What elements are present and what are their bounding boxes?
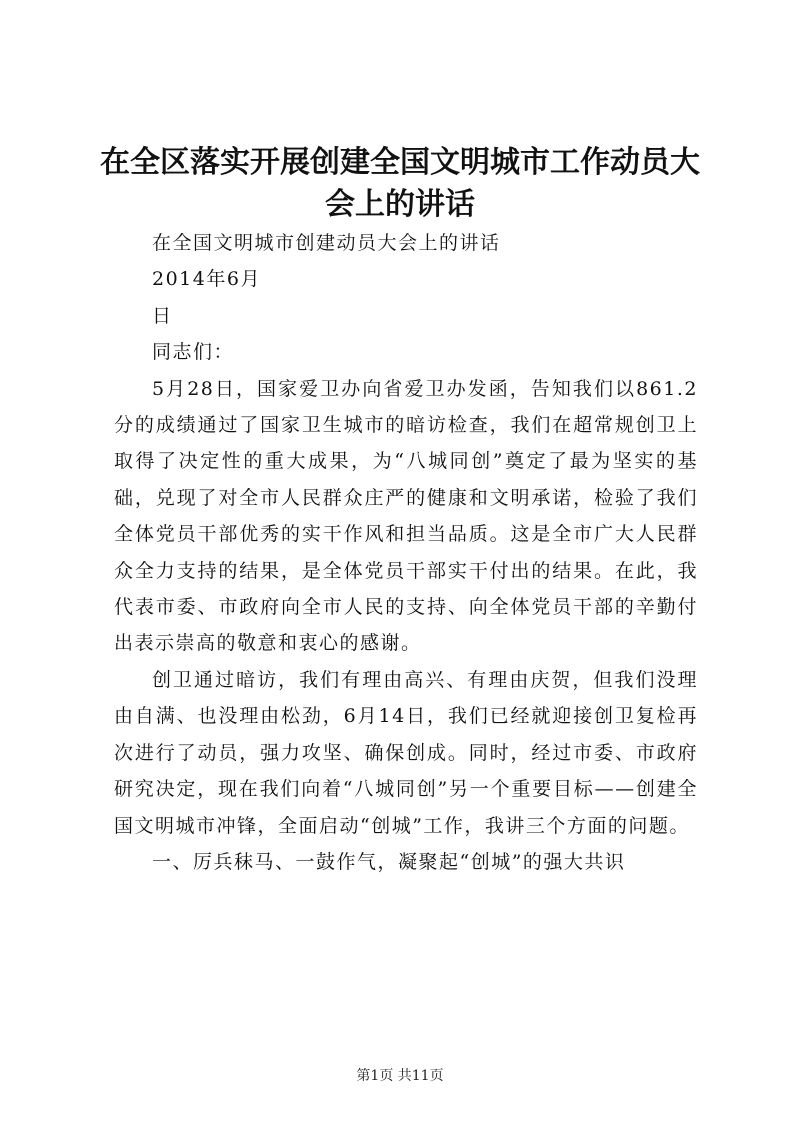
section-heading-1: 一、厉兵秣马、一鼓作气，凝聚起“创城”的强大共识 [152, 850, 626, 873]
document-title: 在全区落实开展创建全国文明城市工作动员大会上的讲话 [100, 145, 700, 222]
date-line: 2014年6月 [152, 268, 261, 291]
page-footer: 第1页 共11页 [356, 1068, 444, 1084]
paragraph-2: 创卫通过暗访，我们有理由高兴、有理由庆贺，但我们没理由自满、也没理由松劲，6月14日，我们已经就迎接创卫复检再次进行了动员，强力攻坚、确保创成。同时，经过市委、市政府研究决定，现在我们向着“八城同创”另一个重要目标——创建全国文明城市冲锋，全面启动“创城”工作，我讲三个方面的问题。 [114, 668, 698, 837]
speech-subtitle: 在全国文明城市创建动员大会上的讲话 [152, 232, 501, 254]
document-body [114, 225, 698, 880]
day-line: 日 [152, 304, 173, 327]
paragraph-1: 5月28日，国家爱卫办向省爱卫办发函，告知我们以861.2分的成绩通过了国家卫生城市的暗访检查，我们在超常规创卫上取得了决定性的重大成果，为“八城同创”奠定了最为坚实的基础，兑现了对全市人民群众庄严的健康和文明承诺，检验了我们全体党员干部优秀的实干作风和担当品质。这是全市广大人民群众全力支持的结果，是全体党员干部实干付出的结果。在此，我代表市委、市政府向全市人民的支持、向全体党员干部的辛勤付出表示崇高的敬意和衷心的感谢。 [114, 377, 698, 655]
salutation: 同志们： [152, 341, 235, 364]
